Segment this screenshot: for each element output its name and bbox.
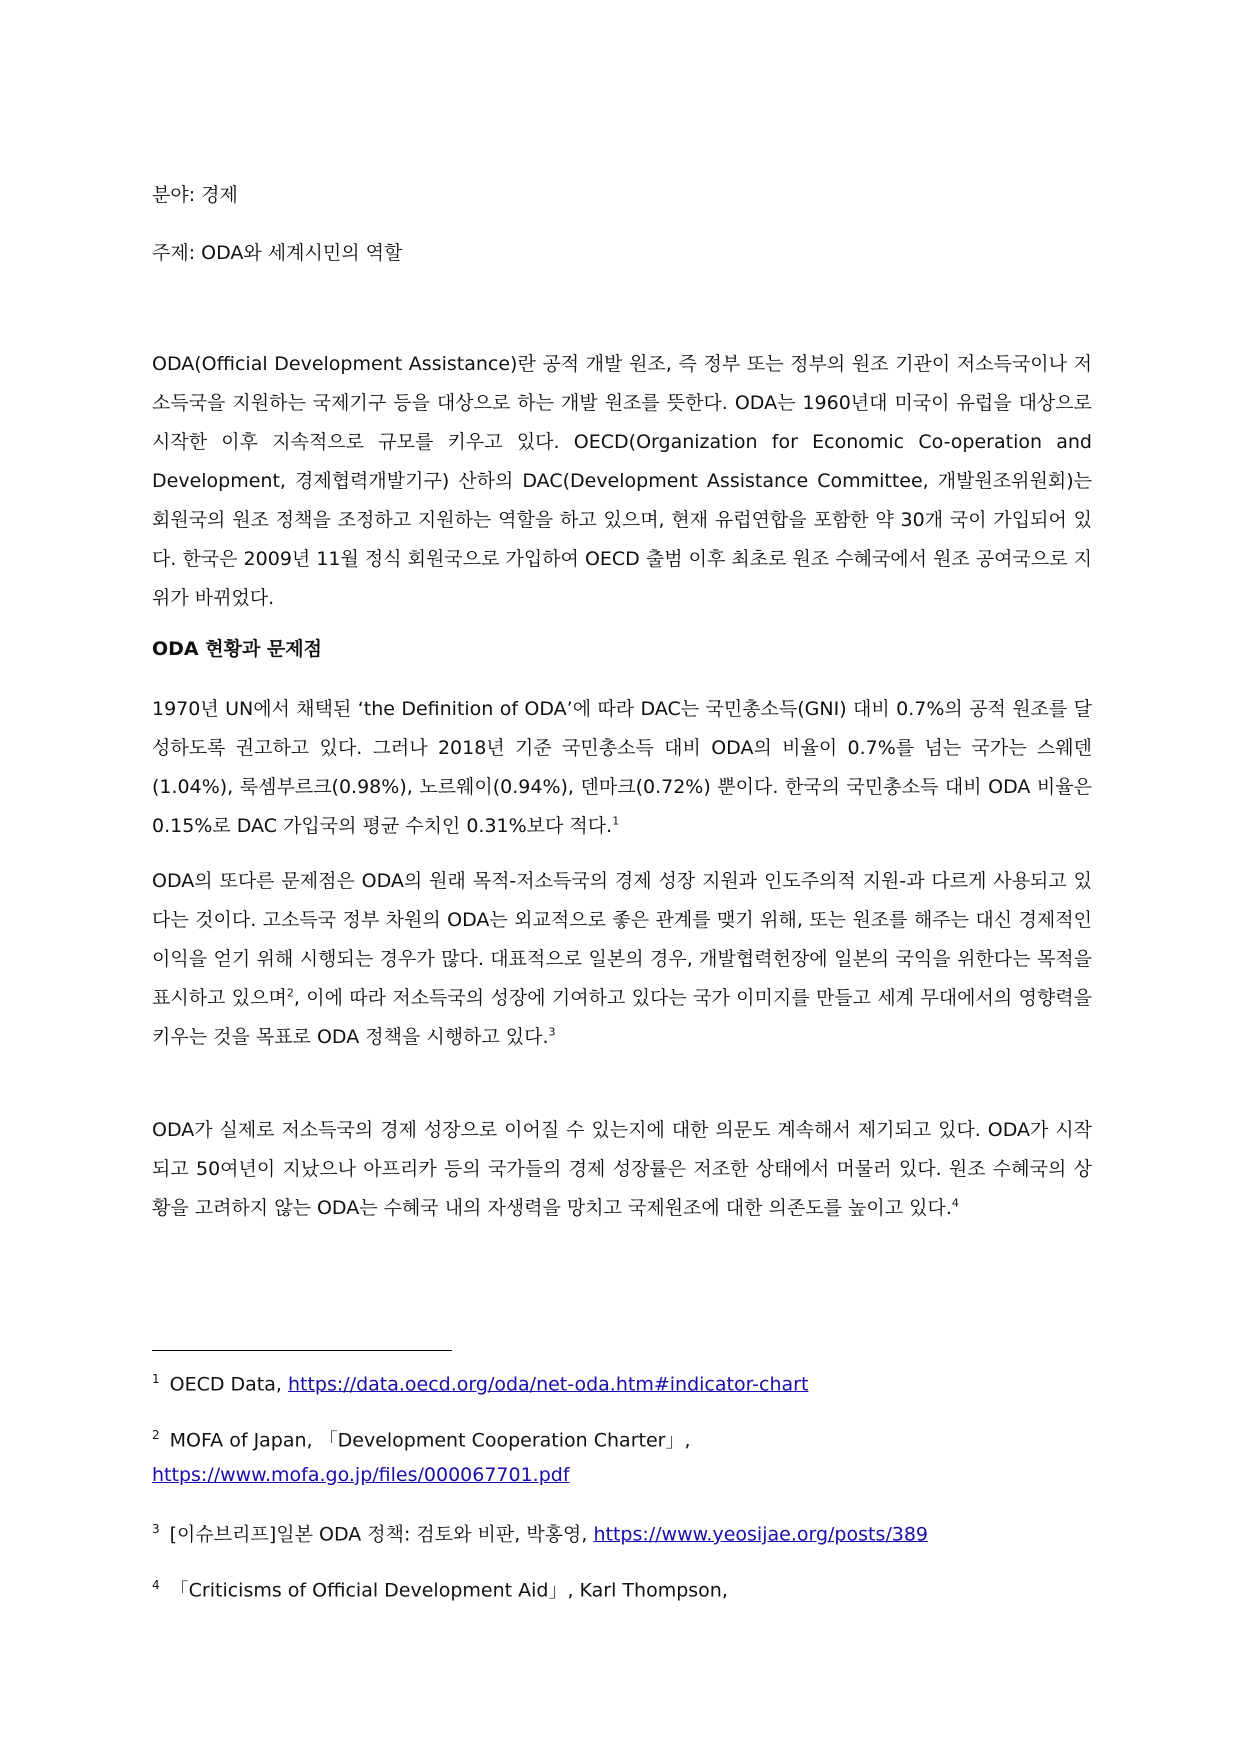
footnote-ref-1[interactable]: 1 <box>612 814 620 828</box>
footnote-ref-2[interactable]: 2 <box>286 986 294 1000</box>
footnote-1-number: 1 <box>152 1372 160 1386</box>
footnote-1 <box>152 1362 808 1401</box>
section-heading: ODA 현황과 문제점 <box>152 638 322 660</box>
footnote-1-text: OECD Data, <box>169 1373 288 1396</box>
footnote-ref-3[interactable]: 3 <box>548 1025 556 1039</box>
paragraph-2 <box>152 862 1092 1057</box>
paragraph-2-text-b: , 이에 따라 저소득국의 성장에 기여하고 있다는 국가 이미지를 만들고 세계 무대에서의 영향력을 키우는 것을 목표로 ODA 정책을 시행하고 있다. <box>152 987 1092 1048</box>
field-label: 분야: 경제 <box>152 184 238 206</box>
paragraph-1 <box>152 690 1092 846</box>
paragraph-2-text-a: ODA의 또다른 문제점은 ODA의 원래 목적-저소득국의 경제 성장 지원과 인도주의적 지원-과 다르게 사용되고 있다는 것이다. 고소득국 정부 차원의 ODA는 외교적으로 좋은 관계를 맺기 위해, 또는 원조를 해주는 대신 경제적인 이익을 얻기 위해 시행되는 경우가 많다. 대표적으로 일본의 경우, 개발협력헌장에 일본의 국익을 위한다는 목적을 표시하고 있으며 <box>152 870 1092 1009</box>
footnote-2-text: MOFA of Japan, 「Development Cooperation Charter」, <box>169 1429 691 1452</box>
footnote-3-number: 3 <box>152 1522 160 1536</box>
footnote-ref-4[interactable]: 4 <box>951 1196 959 1210</box>
topic-label: 주제: ODA와 세계시민의 역할 <box>152 242 403 264</box>
footnote-2-link-line <box>152 1458 570 1492</box>
intro-paragraph: ODA(Official Development Assistance)란 공적 개발 원조, 즉 정부 또는 정부의 원조 기관이 저소득국이나 저소득국을 지원하는 국제기구 등을 대상으로 하는 개발 원조를 뜻한다. ODA는 1960년대 미국이 유럽을 대상으로 시작한 이후 지속적으로 규모를 키우고 있다. OECD(Organization for Economic Co-operation and Development, 경제협력개발기구) 산하의 DAC(Development Assistance Committee, 개발원조위원회)는 회원국의 원조 정책을 조정하고 지원하는 역할을 하고 있으며, 현재 유럽연합을 포함한 약 30개 국이 가입되어 있다. 한국은 2009년 11월 정식 회원국으로 가입하여 OECD 출범 이후 최초로 원조 수혜국에서 원조 공여국으로 지위가 바뀌었다. <box>152 353 1093 609</box>
footnote-4 <box>152 1568 728 1607</box>
footnote-3 <box>152 1512 928 1551</box>
footnote-4-text: 「Criticisms of Official Development Aid」, Karl Thompson, <box>169 1579 728 1602</box>
footnote-4-number: 4 <box>152 1578 160 1592</box>
footnote-2 <box>152 1418 691 1457</box>
paragraph-3-text: ODA가 실제로 저소득국의 경제 성장으로 이어질 수 있는지에 대한 의문도 계속해서 제기되고 있다. ODA가 시작되고 50여년이 지났으나 아프리카 등의 국가들의 경제 성장률은 저조한 상태에서 머물러 있다. 원조 수혜국의 상황을 고려하지 않는 ODA는 수혜국 내의 자생력을 망치고 국제원조에 대한 의존도를 높이고 있다. <box>152 1119 1092 1219</box>
footnote-3-text: [이슈브리프]일본 ODA 정책: 검토와 비판, 박홍영, <box>169 1523 594 1546</box>
paragraph-3 <box>152 1111 1092 1228</box>
footnote-3-link[interactable]: https://www.yeosijae.org/posts/389 <box>593 1523 929 1546</box>
footnote-1-link[interactable]: https://data.oecd.org/oda/net-oda.htm#indicator-chart <box>287 1373 809 1396</box>
footnote-separator <box>152 1350 452 1351</box>
paragraph-1-text: 1970년 UN에서 채택된 ‘the Definition of ODA’에 따라 DAC는 국민총소득(GNI) 대비 0.7%의 공적 원조를 달성하도록 권고하고 있다. 그러나 2018년 기준 국민총소득 대비 ODA의 비율이 0.7%를 넘는 국가는 스웨덴(1.04%), 룩셈부르크(0.98%), 노르웨이(0.94%), 덴마크(0.72%) 뿐이다. 한국의 국민총소득 대비 ODA 비율은 0.15%로 DAC 가입국의 평균 수치인 0.31%보다 적다. <box>152 698 1092 837</box>
footnote-2-number: 2 <box>152 1428 160 1442</box>
footnote-2-link[interactable]: https://www.mofa.go.jp/files/000067701.pdf <box>152 1464 570 1486</box>
